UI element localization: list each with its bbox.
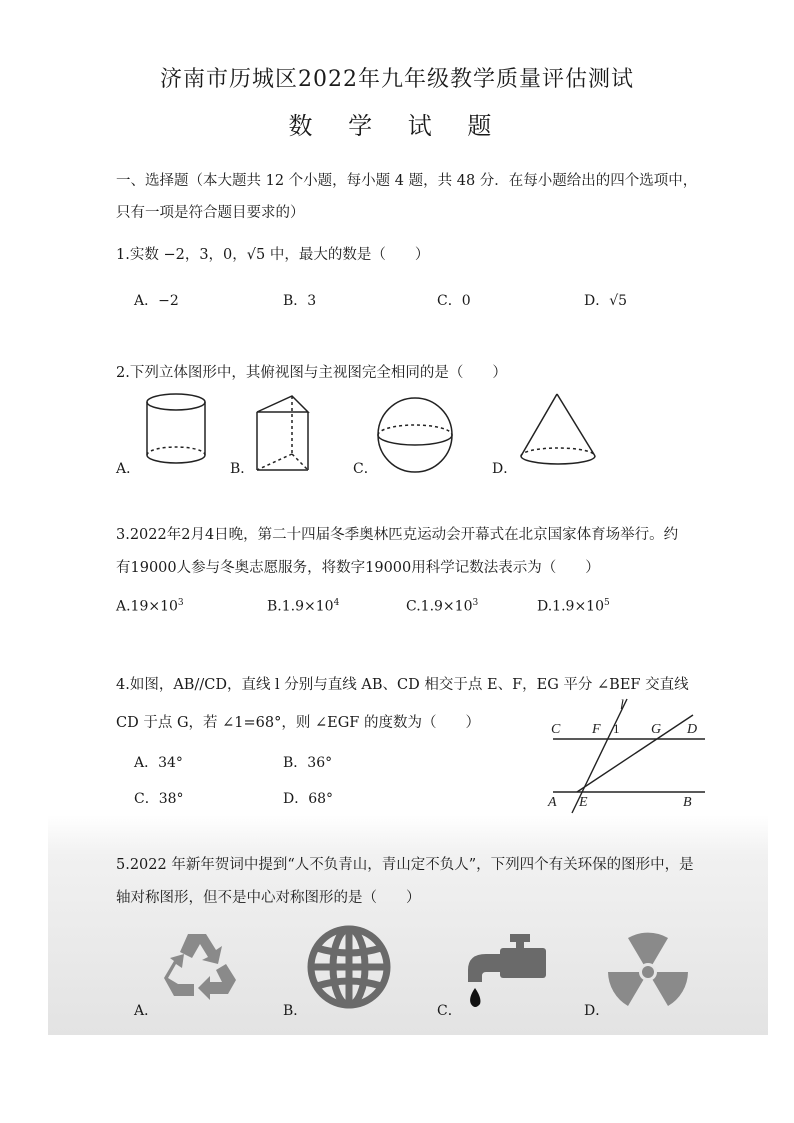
label-angle-1: 1 (613, 721, 620, 736)
q2-option-c[interactable]: C． (353, 461, 378, 477)
cylinder-figure (140, 392, 212, 472)
q3-option-a-exp: 3 (177, 598, 184, 608)
q3-option-c[interactable] (406, 598, 478, 615)
q2-option-d[interactable]: D． (492, 461, 518, 477)
q3-option-d-exp: 5 (604, 598, 610, 608)
q3-option-a-label: A.19×10 (116, 598, 178, 615)
q3-option-b-exp: 4 (333, 598, 340, 608)
question-5-stem: 5.2022 年新年贺词中提到“人不负青山，青山定不负人”，下列四个有关环保的图形中，是 (116, 857, 694, 873)
question-5-stem-cont: 轴对称图形，但不是中心对称图形的是（ ） (116, 890, 421, 906)
q1-option-b[interactable]: B．3 (283, 293, 317, 309)
sphere-figure (374, 394, 456, 476)
q4-option-c[interactable]: C．38° (134, 791, 184, 807)
question-1-stem: 1.实数 −2，3，0，√5 中，最大的数是（ ） (116, 247, 430, 263)
question-3-stem: 3.2022年2月4日晚，第二十四届冬季奥林匹克运动会开幕式在北京国家体育场举行。约 (116, 527, 679, 543)
radiation-icon (606, 934, 690, 1012)
q3-option-a[interactable] (116, 598, 184, 615)
q3-option-c-exp: 3 (472, 598, 479, 608)
question-4-stem: 4.如图，AB//CD，直线 l 分别与直线 AB、CD 相交于点 E、F，EG 平分 ∠BEF 交直线 (116, 677, 689, 693)
q2-option-a[interactable]: A． (116, 461, 141, 477)
question-3-stem-cont: 有19000人参与冬奥志愿服务，将数字19000用科学记数法表示为（ ） (116, 560, 600, 576)
cone-figure (515, 392, 601, 472)
parallel-lines-figure (545, 695, 715, 815)
label-e: E (579, 795, 588, 810)
faucet-icon (462, 932, 552, 1012)
question-2-stem: 2.下列立体图形中，其俯视图与主视图完全相同的是（ ） (116, 365, 507, 381)
q5-option-b[interactable]: B． (283, 1003, 308, 1019)
q1-option-d[interactable]: D．√5 (584, 293, 628, 309)
q3-option-d-label: D.1.9×10 (537, 598, 604, 615)
section-heading: 一、选择题（本大题共 12 个小题，每小题 4 题，共 48 分．在每小题给出的四个选项中， (116, 173, 698, 189)
q3-option-b-label: B.1.9×10 (267, 598, 334, 615)
label-d: D (687, 722, 698, 737)
q4-option-a[interactable]: A．34° (134, 755, 183, 771)
label-a: A (548, 795, 557, 810)
question-4-stem-cont: CD 于点 G，若 ∠1=68°，则 ∠EGF 的度数为（ ） (116, 715, 480, 731)
q3-option-c-label: C.1.9×10 (406, 598, 473, 615)
q5-option-c[interactable]: C． (437, 1003, 462, 1019)
q1-option-a[interactable]: A．−2 (134, 293, 179, 309)
section-heading-cont: 只有一项是符合题目要求的） (116, 205, 305, 221)
q3-option-b[interactable] (267, 598, 339, 615)
page-title: 济南市历城区2022年九年级教学质量评估测试 (160, 67, 634, 92)
q3-option-d[interactable] (537, 598, 610, 615)
label-l: l (620, 698, 624, 713)
globe-icon (306, 924, 392, 1010)
recycle-icon (160, 928, 244, 1008)
label-g: G (651, 722, 662, 737)
triangular-prism-figure (250, 392, 322, 472)
page-subtitle: 数 学 试 题 (288, 112, 506, 140)
q2-option-b[interactable]: B． (230, 461, 255, 477)
label-b: B (683, 795, 692, 810)
q4-option-d[interactable]: D．68° (283, 791, 334, 807)
q1-option-c[interactable]: C．0 (437, 293, 471, 309)
q5-option-d[interactable]: D． (584, 1003, 610, 1019)
label-c: C (551, 722, 561, 737)
q5-option-a[interactable]: A． (134, 1003, 159, 1019)
q4-option-b[interactable]: B．36° (283, 755, 333, 771)
label-f: F (592, 722, 601, 737)
